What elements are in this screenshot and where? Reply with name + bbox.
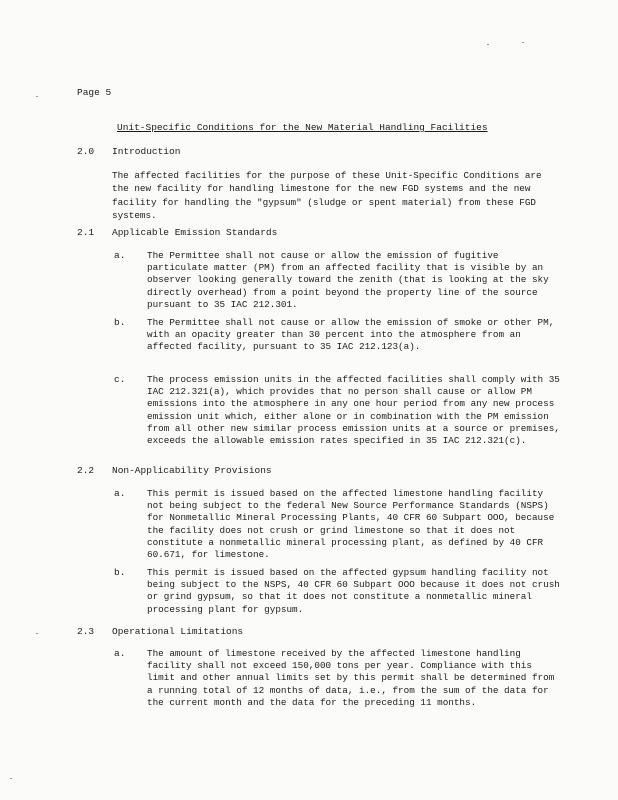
list-item-letter: a. — [114, 250, 126, 261]
section-number: 2.1 — [77, 227, 95, 238]
list-item-text: The amount of limestone received by the affected limestone handling facility shall not exceed 150,000 tons per year. Compliance with this limit and other annual limits set by this permit shall be determined from a running total of 12 months of data, i.e., from the sum of the data for the current month and the data for the preceding 11 months. — [147, 648, 555, 708]
section-number: 2.3 — [77, 626, 95, 637]
list-item-letter: a. — [114, 488, 126, 499]
scan-speck — [36, 96, 38, 97]
section-paragraph: The affected facilities for the purpose of these Unit-Specific Conditions are the new facility for handling limestone for the new FGD systems and the new facility for handling the "gypsum" (sludge or spent material) from these FGD systems. — [112, 170, 542, 222]
page-number: Page 5 — [77, 87, 112, 98]
section-heading: Non-Applicability Provisions — [112, 465, 272, 476]
section-heading: Applicable Emission Standards — [112, 227, 278, 238]
section-number: 2.0 — [77, 146, 95, 157]
list-item-text: The process emission units in the affected facilities shall comply with 35 IAC 212.321(a), which provides that no person shall cause or allow PM emissions into the atmosphere in any one hour period from any new process emission unit which, either alone or in combination with the PM emission from all other new similar process emission units at a source or premises, exceeds the allowable emission rates specified in 35 IAC 212.321(c). — [147, 374, 560, 447]
scan-speck — [36, 633, 38, 634]
section-heading: Introduction — [112, 146, 181, 157]
list-item-letter: c. — [114, 374, 126, 385]
list-item-text: This permit is issued based on the affected gypsum handling facility not being subject to the NSPS, 40 CFR 60 Subpart OOO because it does not crush or grind gypsum, so that it does not constitute a nonmetallic mineral processing plant for gypsum. — [147, 567, 560, 615]
list-item-text: The Permittee shall not cause or allow the emission of smoke or other PM, with an opacity greater than 30 percent into the atmosphere from an affected facility, pursuant to 35 IAC 212.123(a). — [147, 317, 555, 353]
list-item-letter: b. — [114, 567, 126, 578]
list-item-letter: a. — [114, 648, 126, 659]
list-item-letter: b. — [114, 317, 126, 328]
section-number: 2.2 — [77, 465, 95, 476]
section-heading: Operational Limitations — [112, 626, 244, 637]
scan-speck — [10, 778, 12, 779]
scan-speck — [487, 44, 489, 45]
document-title: Unit-Specific Conditions for the New Material Handling Facilities — [117, 122, 488, 133]
list-item-text: The Permittee shall not cause or allow the emission of fugitive particulate matter (PM) from an affected facility that is visible by an observer looking generally toward the zenith (that is looking at the sky directly overhead) from a point beyond the property line of the source pursuant to 35 IAC 212.301. — [147, 250, 549, 310]
scan-speck — [522, 42, 524, 43]
list-item-text: This permit is issued based on the affected limestone handling facility not being subject to the federal New Source Performance Standards (NSPS) for Nonmetallic Mineral Processing Plants, 40 CFR 60 Subpart OOO, because the facility does not crush or grind limestone so that it does not constitute a nonmetallic mineral processing plant, as defined by 40 CFR 60.671, for limestone. — [147, 488, 555, 561]
